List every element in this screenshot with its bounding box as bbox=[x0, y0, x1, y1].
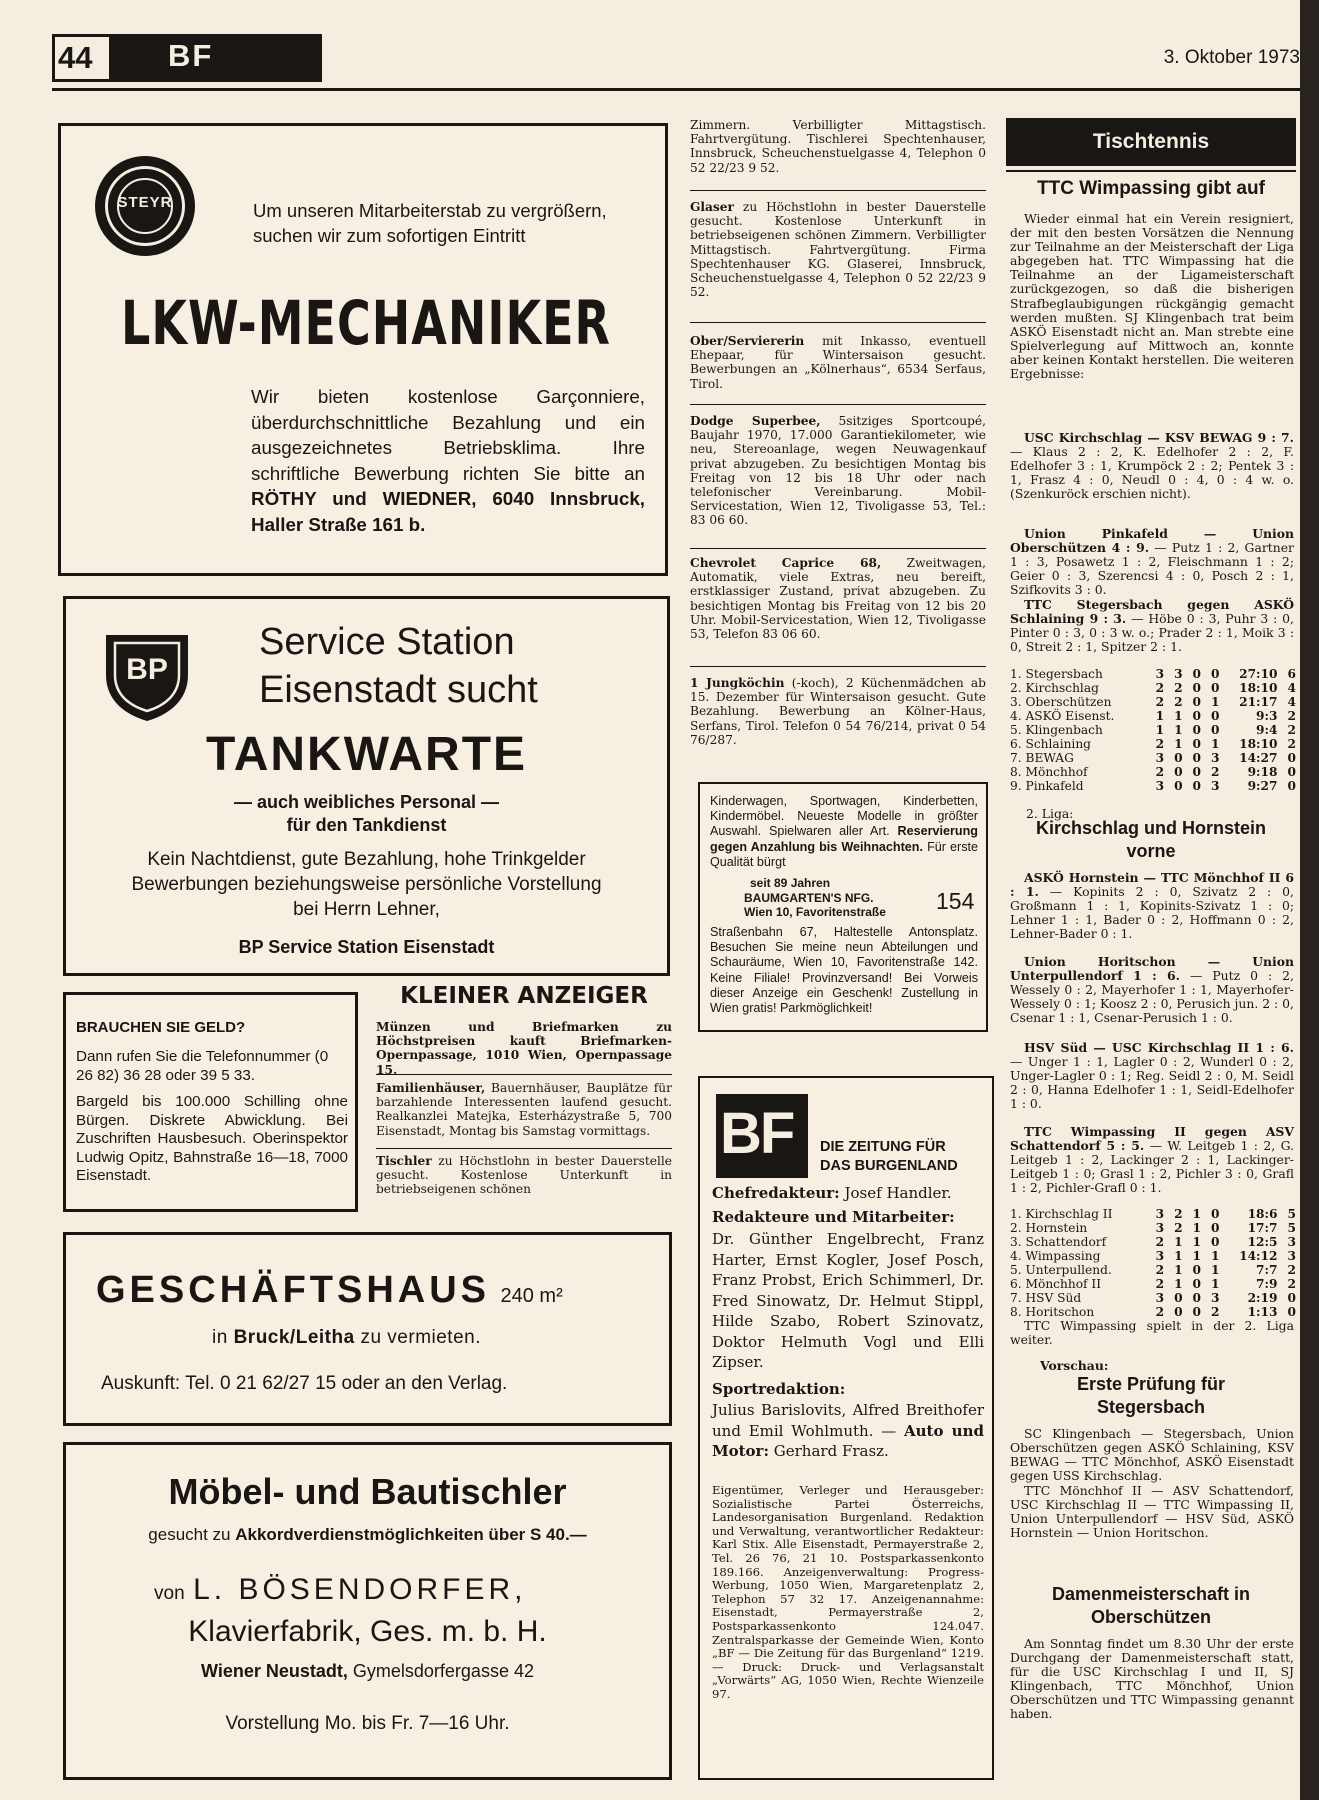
damen-headline-b: Oberschützen bbox=[1090, 1607, 1212, 1627]
baumgarten-address: Wien 10, Favoritenstraße bbox=[744, 905, 886, 919]
standings-draws: 1 bbox=[1192, 1235, 1202, 1249]
standings-wins: 0 bbox=[1174, 751, 1183, 765]
damen-headline-a: Damenmeisterschaft in bbox=[1051, 1584, 1251, 1604]
standings-draws: 0 bbox=[1192, 737, 1202, 751]
standings-sets: 7:7 bbox=[1256, 1263, 1278, 1277]
classified-1: Zimmern. Verbilligter Mittagstisch. Fahrtvergütung. Tischlerei Spechtenhauser, Innsbruck, Scheuchenstuelgasse 4, Telephon 0 52 22/23 9 52. bbox=[690, 118, 986, 175]
standings-row bbox=[1010, 681, 1296, 695]
standings-sets: 18:6 bbox=[1247, 1207, 1278, 1221]
geschaeft-line: in Bruck/Leitha zu vermieten. bbox=[212, 1327, 481, 1348]
standings-losses: 2 bbox=[1211, 765, 1220, 779]
moebel-title: Möbel- und Bautischler bbox=[168, 1471, 567, 1512]
standings-draws: 0 bbox=[1192, 723, 1202, 737]
standings-team: 5. Unterpullend. bbox=[1010, 1263, 1112, 1277]
standings-row bbox=[1010, 1221, 1296, 1235]
standings-wins: 1 bbox=[1174, 1277, 1183, 1291]
impressum-legal: Eigentümer, Verleger und Herausgeber: Sozialistische Partei Österreichs, Landesorganisation Burgenland. Redaktion und Verwaltung, verantwortlicher Redakteur: Karl Stix. Alle Eisenstadt, Permayerstraße 2, Tel. 26 76, 21 10. Postsparkassenkonto 189.166. Anzeigenverwaltung: Progress-Werbung, 1050 Wien, Margaretenplatz 2, Telephon 57 32 17. Anzeigenannahme: Eisenstadt, Permayerstraße 2, Postsparkassenkonto 124.047. Zentralsparkasse der Gemeinde Wien, Konto „BF — Die Zeitung für das Burgenland“ 1219. — Druck: Druck- und Verlagsanstalt „Vorwärts“ AG, 1050 Wien, Rechte Wienzeile 97. bbox=[712, 1483, 984, 1701]
bp-subtitle1: — auch weibliches Personal — bbox=[233, 792, 500, 812]
standings-wins: 1 bbox=[1174, 1235, 1183, 1249]
moebel-company2: Klavierfabrik, Ges. m. b. H. bbox=[188, 1615, 547, 1648]
standings-sets: 12:5 bbox=[1247, 1235, 1278, 1249]
standings-points: 4 bbox=[1287, 695, 1296, 709]
sport-result-2: Union Pinkafeld — Union Oberschützen 4 : 9. — Putz 1 : 2, Gartner 1 : 3, Posawetz 1 : 2, Fleischmann 1 : 2; Geier 0 : 3, Szerencsi 4 : 0, Posch 2 : 1, Szifkovits 3 : 0. bbox=[1010, 526, 1294, 598]
standings-team: 8. Mönchhof bbox=[1010, 765, 1088, 779]
baumgarten-since: seit 89 Jahren bbox=[750, 876, 831, 890]
standings-row bbox=[1010, 709, 1296, 723]
standings-sets: 1:13 bbox=[1247, 1305, 1278, 1319]
standings-wins: 2 bbox=[1174, 1221, 1183, 1235]
standings-losses: 0 bbox=[1211, 1207, 1220, 1221]
standings-row bbox=[1010, 1207, 1296, 1221]
standings-row bbox=[1010, 1291, 1296, 1305]
impressum-tagline2: DAS BURGENLAND bbox=[820, 1158, 958, 1174]
standings-sets: 9:27 bbox=[1247, 779, 1278, 793]
baumgarten-name: BAUMGARTEN'S NFG. bbox=[744, 891, 874, 905]
standings-sets: 27:10 bbox=[1239, 667, 1278, 681]
sport-result-3: TTC Stegersbach gegen ASKÖ Schlaining 9 : 3. — Höbe 0 : 3, Puhr 3 : 0, Pinter 0 : 3, 0 : 3 w. o.; Prader 2 : 1, Moik 3 : 0, Streit 2 : 1, Spitzer 2 : 1. bbox=[1010, 597, 1294, 655]
standings-sets: 18:10 bbox=[1239, 681, 1278, 695]
standings-team: 6. Schlaining bbox=[1010, 737, 1091, 751]
steyr-body: Wir bieten kostenlose Garçonniere, überdurchschnittliche Bezahlung und ein ausgezeichnetes Betriebsklima. Ihre schriftliche Bewerbung richten Sie bitte an RÖTHY und WIEDNER, 6040 Innsbruck, Haller Straße 161 b. bbox=[251, 386, 645, 535]
standings-losses: 0 bbox=[1211, 681, 1220, 695]
bp-logo bbox=[102, 631, 192, 721]
ad-steyr bbox=[58, 123, 668, 576]
impressum-chef: Chefredakteur: Josef Handler. bbox=[712, 1184, 952, 1202]
page-edge bbox=[1300, 0, 1319, 1800]
standings-losses: 0 bbox=[1211, 667, 1220, 681]
standings-team: 2. Hornstein bbox=[1010, 1221, 1088, 1235]
standings-sets: 21:17 bbox=[1239, 695, 1278, 709]
standings-wins: 3 bbox=[1174, 667, 1183, 681]
standings-losses: 0 bbox=[1211, 723, 1220, 737]
standings-games: 2 bbox=[1155, 695, 1165, 709]
section-banner bbox=[1006, 118, 1296, 166]
section-title: Tischtennis bbox=[1092, 130, 1210, 153]
standings-team: 7. HSV Süd bbox=[1010, 1291, 1082, 1305]
standings-wins: 1 bbox=[1174, 709, 1183, 723]
standings-team: 2. Kirchschlag bbox=[1010, 681, 1099, 695]
bp-signature: BP Service Station Eisenstadt bbox=[238, 937, 495, 957]
kleiner-anzeiger bbox=[376, 983, 672, 1213]
standings-draws: 0 bbox=[1192, 751, 1202, 765]
standings-draws: 0 bbox=[1192, 667, 1202, 681]
standings-losses: 2 bbox=[1211, 1305, 1220, 1319]
standings-games: 2 bbox=[1155, 1277, 1165, 1291]
moebel-company1: von L. BÖSENDORFER, bbox=[154, 1573, 527, 1606]
bp-title: TANKWARTE bbox=[205, 728, 528, 781]
steyr-contact: RÖTHY und WIEDNER, 6040 Innsbruck, Haller Straße 161 b. bbox=[251, 488, 645, 535]
impressum-tagline1: DIE ZEITUNG FÜR bbox=[820, 1139, 946, 1155]
bp-line2: Eisenstadt sucht bbox=[259, 669, 538, 711]
impressum bbox=[698, 1076, 994, 1780]
page-number-box bbox=[52, 34, 112, 82]
standings-wins: 2 bbox=[1174, 1207, 1183, 1221]
ad-geld bbox=[63, 992, 358, 1212]
sport-result-1: USC Kirchschlag — KSV BEWAG 9 : 7. — Klaus 2 : 2, K. Edelhofer 2 : 2, F. Edelhofer 3 : 1, Krumpöck 2 : 2; Pentek 3 : 1, Frasz 4 : 0, Neudl 0 : 4, 0 : 4 w. o. (Szenkuröck erschien nicht). bbox=[1010, 430, 1294, 502]
steyr-logo-text: STEYR bbox=[117, 194, 173, 211]
impressum-red-names: Dr. Günther Engelbrecht, Franz Harter, Ernst Kogler, Josef Posch, Franz Probst, Erich Schimmerl, Dr. Fred Sinowatz, Dr. Helmut Stippl, Hilde Szabo, Robert Szinovatz, Doktor Helmuth Vogl und Elli Zipser. bbox=[712, 1230, 984, 1371]
standings-sets: 17:7 bbox=[1247, 1221, 1278, 1235]
standings-sets: 9:4 bbox=[1256, 723, 1278, 737]
sport-headline: TTC Wimpassing gibt auf bbox=[1037, 178, 1265, 199]
issue-date: 3. Oktober 1973 bbox=[1163, 47, 1300, 68]
kleiner-title: KLEINER ANZEIGER bbox=[400, 983, 648, 1009]
ad-bp bbox=[63, 596, 670, 976]
geschaeft-info: Auskunft: Tel. 0 21 62/27 15 oder an den Verlag. bbox=[101, 1373, 508, 1394]
standings-row bbox=[1010, 1263, 1296, 1277]
standings-sets: 14:27 bbox=[1239, 751, 1278, 765]
standings-row bbox=[1010, 667, 1296, 681]
standings-games: 3 bbox=[1155, 779, 1165, 793]
standings-wins: 0 bbox=[1174, 1305, 1183, 1319]
kleiner-item-2: Familienhäuser, Bauernhäuser, Bauplätze für barzahlende Interessenten laufend gesucht. Realkanzlei Matejka, Esterházystraße 5, 700 Eisenstadt, Montag bis Samstag vormittags. bbox=[376, 1081, 672, 1138]
classified-3: Ober/Serviererin mit Inkasso, eventuell Ehepaar, für Wintersaison gesucht. Bewerbungen an „Kölnerhaus“, 6534 Serfaus, Tirol. bbox=[690, 334, 986, 391]
standings-row bbox=[1010, 779, 1296, 793]
geld-title: BRAUCHEN SIE GELD? bbox=[76, 1019, 246, 1036]
standings-row bbox=[1010, 765, 1296, 779]
standings-sets: 14:12 bbox=[1239, 1249, 1278, 1263]
standings-sets: 2:19 bbox=[1247, 1291, 1278, 1305]
damen-text: Am Sonntag findet um 8.30 Uhr der erste Durchgang der Damenmeisterschaft statt, für die USC Kirchschlag I und II, SJ Klingenbach, TTC Mönchhof, Union Oberschützen und TTC Wimpassing genannt haben. bbox=[1010, 1636, 1294, 1722]
standings-wins: 1 bbox=[1174, 1263, 1183, 1277]
standings-table-2 bbox=[1010, 1207, 1296, 1319]
standings-points: 4 bbox=[1287, 681, 1296, 695]
standings-games: 2 bbox=[1155, 681, 1165, 695]
impressum-sport-names: Julius Barislovits, Alfred Breithofer und Emil Wohlmuth. — Auto und Motor: Gerhard Frasz. bbox=[712, 1401, 984, 1460]
standings-team: 7. BEWAG bbox=[1010, 751, 1074, 765]
vorschau-text-1: SC Klingenbach — Stegersbach, Union Oberschützen gegen ASKÖ Schlaining, KSV BEWAG — TTC Mönchhof, ASKÖ Eisenstadt gegen USS Kirchschlag. bbox=[1010, 1426, 1294, 1484]
classifieds-column bbox=[690, 118, 986, 778]
standings-games: 2 bbox=[1155, 1235, 1165, 1249]
standings-row bbox=[1010, 737, 1296, 751]
standings-wins: 1 bbox=[1174, 723, 1183, 737]
standings-team: 3. Oberschützen bbox=[1010, 695, 1112, 709]
standings-sets: 18:10 bbox=[1239, 737, 1278, 751]
impressum-red-label: Redakteure und Mitarbeiter: bbox=[712, 1208, 955, 1226]
standings-sets: 9:18 bbox=[1247, 765, 1278, 779]
sport-result-7: TTC Wimpassing II gegen ASV Schattendorf 5 : 5. — W. Leitgeb 1 : 2, G. Leitgeb 1 : 2, Lackinger 2 : 1, Lackinger-Leitgeb 1 : 0; Grasl 1 : 2, Pichler 3 : 0, Grafl 1 : 2, Pichler-Grafl 0 : 1. bbox=[1010, 1124, 1294, 1196]
sport-intro: Wieder einmal hat ein Verein resigniert, der mit den besten Vorsätzen die Nennung zur Teilnahme an der Meisterschaft der Liga abgegeben hat. TTC Wimpassing hat die Teilnahme an der Ligameisterschaft zurückgezogen, so daß die bisherigen Strafbeglaubigungen rückgängig gemacht werden mußten. SJ Klingenbach trat beim ASKÖ Eisenstadt nicht an. Man strebte eine Spielverlegung auf Mittwoch an, konnte aber keinen Kontakt herstellen. Die weiteren Ergebnisse: bbox=[1010, 211, 1294, 382]
bp-body2: Bewerbungen beziehungsweise persönliche Vorstellung bbox=[131, 874, 602, 895]
masthead-text: BF bbox=[168, 38, 214, 73]
header-rule bbox=[52, 88, 1302, 91]
standings-losses: 0 bbox=[1211, 709, 1220, 723]
ad-moebel bbox=[63, 1442, 672, 1780]
standings-points: 0 bbox=[1287, 1305, 1296, 1319]
kleiner-item-1: Münzen und Briefmarken zu Höchstpreisen kauft Briefmarken-Opernpassage, 1010 Wien, Opernpassage 15. bbox=[376, 1020, 672, 1077]
standings-wins: 2 bbox=[1174, 681, 1183, 695]
page-number: 44 bbox=[58, 40, 93, 75]
standings-team: 4. Wimpassing bbox=[1010, 1249, 1101, 1263]
kleiner-item-3: Tischler zu Höchstlohn in bester Dauerstelle gesucht. Kostenlose Unterkunft in betriebseigenen schönen bbox=[376, 1154, 672, 1197]
standings-row bbox=[1010, 751, 1296, 765]
standings-wins: 2 bbox=[1174, 695, 1183, 709]
standings-row bbox=[1010, 1305, 1296, 1319]
standings-games: 3 bbox=[1155, 751, 1165, 765]
standings-points: 2 bbox=[1287, 723, 1296, 737]
baumgarten-p2: Straßenbahn 67, Haltestelle Antonsplatz. Besuchen Sie meine neun Abteilungen und Schauräume, Wien 10, Favoritenstraße 142. Keine Filiale! Provinzversand! Bei Vorweis dieser Anzeige ein Geschenk! Zustellung in Wien gratis! Parkmöglichkeit! bbox=[710, 925, 978, 1016]
moebel-address: Wiener Neustadt, Gymelsdorfergasse 42 bbox=[201, 1661, 534, 1681]
standings-games: 3 bbox=[1155, 667, 1165, 681]
vorschau-text-2: TTC Mönchhof II — ASV Schattendorf, USC Kirchschlag II — TTC Wimpassing II, Union Unterpullendorf — HSV Süd, ASKÖ Hornstein — Union Horitschon. bbox=[1010, 1483, 1294, 1541]
geschaeft-title: GESCHÄFTSHAUS 240 m² bbox=[96, 1269, 563, 1311]
standings-games: 3 bbox=[1155, 1249, 1165, 1263]
sport-column bbox=[1006, 118, 1296, 1758]
standings-team: 3. Schattendorf bbox=[1010, 1235, 1107, 1249]
standings-points: 3 bbox=[1287, 1235, 1296, 1249]
bp-line1: Service Station bbox=[259, 621, 515, 663]
standings-sets: 9:3 bbox=[1256, 709, 1278, 723]
masthead-bar bbox=[112, 34, 322, 82]
standings-points: 2 bbox=[1287, 737, 1296, 751]
standings-sets: 7:9 bbox=[1256, 1277, 1278, 1291]
vorschau-label: Vorschau: bbox=[1040, 1358, 1109, 1373]
standings-draws: 0 bbox=[1192, 1263, 1202, 1277]
standings-points: 5 bbox=[1287, 1221, 1296, 1235]
standings-losses: 3 bbox=[1211, 1291, 1220, 1305]
vorschau-headline-b: Stegersbach bbox=[1096, 1397, 1206, 1417]
standings-points: 2 bbox=[1287, 1277, 1296, 1291]
standings-team: 5. Klingenbach bbox=[1010, 723, 1103, 737]
standings-draws: 0 bbox=[1192, 681, 1202, 695]
bp-logo-text: BP bbox=[126, 653, 168, 686]
geld-p1: Dann rufen Sie die Telefonnummer (0 26 82) 36 28 oder 39 5 33. bbox=[76, 1048, 329, 1084]
standings-draws: 1 bbox=[1192, 1207, 1202, 1221]
standings-points: 2 bbox=[1287, 1263, 1296, 1277]
page-header bbox=[52, 34, 1300, 84]
standings-row bbox=[1010, 1235, 1296, 1249]
wimpassing-note: TTC Wimpassing spielt in der 2. Liga weiter. bbox=[1010, 1318, 1294, 1348]
vorschau-headline-a: Erste Prüfung für bbox=[1076, 1374, 1225, 1394]
standings-draws: 1 bbox=[1192, 1249, 1202, 1263]
standings-row bbox=[1010, 1277, 1296, 1291]
standings-losses: 1 bbox=[1211, 737, 1220, 751]
steyr-intro: Um unseren Mitarbeiterstab zu vergrößern, suchen wir zum sofortigen Eintritt bbox=[253, 200, 607, 246]
standings-team: 1. Stegersbach bbox=[1010, 667, 1103, 681]
sport-result-5: Union Horitschon — Union Unterpullendorf 1 : 6. — Putz 0 : 2, Wessely 0 : 2, Mayerhofer 1 : 1, Mayerhofer-Wessely 0 : 1; Koosz 2 : 0, Perusich jun. 2 : 0, Csenar 1 : 1, Csenar-Perusich 1 : 0. bbox=[1010, 954, 1294, 1026]
standings-wins: 0 bbox=[1174, 1291, 1183, 1305]
standings-wins: 0 bbox=[1174, 765, 1183, 779]
standings-losses: 1 bbox=[1211, 1263, 1220, 1277]
standings-losses: 0 bbox=[1211, 1235, 1220, 1249]
standings-losses: 1 bbox=[1211, 1277, 1220, 1291]
standings-points: 3 bbox=[1287, 1249, 1296, 1263]
bp-body3: bei Herrn Lehner, bbox=[293, 899, 440, 920]
sport-result-4: ASKÖ Hornstein — TTC Mönchhof II 6 : 1. — Kopinits 2 : 0, Szivatz 2 : 0, Großmann 1 : 1, Kopinits-Szivatz 1 : 0; Lehner 1 : 1, Bader 0 : 2, Hoffmann 0 : 2, Lehner-Bader 0 : 1. bbox=[1010, 870, 1295, 942]
standings-draws: 0 bbox=[1192, 779, 1202, 793]
standings-losses: 3 bbox=[1211, 751, 1220, 765]
ad-geschaeftshaus bbox=[63, 1232, 672, 1426]
standings-row bbox=[1010, 1249, 1296, 1263]
liga2-label: 2. Liga: bbox=[1026, 806, 1074, 821]
standings-games: 2 bbox=[1155, 765, 1165, 779]
standings-row bbox=[1010, 723, 1296, 737]
standings-draws: 0 bbox=[1192, 695, 1202, 709]
standings-draws: 0 bbox=[1192, 1277, 1202, 1291]
standings-games: 2 bbox=[1155, 1263, 1165, 1277]
standings-points: 2 bbox=[1287, 709, 1296, 723]
classified-5: Chevrolet Caprice 68, Zweitwagen, Automatik, viele Extras, neu bereift, erstklassiger Zustand, privat abzugeben. Zu besichtigen Montag bis Freitag von 12 bis 20 Uhr. Mobil-Servicestation, Wien 12, Tivoligasse 53, Telefon 83 06 60. bbox=[690, 556, 986, 642]
standings-points: 0 bbox=[1287, 765, 1296, 779]
standings-row bbox=[1010, 695, 1296, 709]
standings-draws: 0 bbox=[1192, 765, 1202, 779]
liga2-headline-b: vorne bbox=[1126, 841, 1176, 861]
standings-draws: 0 bbox=[1192, 1291, 1202, 1305]
geschaeft-size: 240 m² bbox=[500, 1285, 563, 1307]
standings-games: 1 bbox=[1155, 709, 1165, 723]
classified-6: 1 Jungköchin (-koch), 2 Küchenmädchen ab 15. Dezember für Wintersaison gesucht. Gute Bezahlung. Bewerbung an Kölner-Haus, Serfans, Tirol. Telefon 0 54 76/214, privat 0 54 76/287. bbox=[690, 676, 986, 747]
standings-points: 0 bbox=[1287, 751, 1296, 765]
steyr-title: LKW-MECHANIKER bbox=[121, 287, 611, 359]
bp-body1: Kein Nachtdienst, gute Bezahlung, hohe Trinkgelder bbox=[147, 849, 586, 870]
standings-losses: 1 bbox=[1211, 1249, 1220, 1263]
standings-wins: 1 bbox=[1174, 1249, 1183, 1263]
standings-games: 2 bbox=[1155, 1305, 1165, 1319]
classified-4: Dodge Superbee, 5sitziges Sportcoupé, Baujahr 1970, 17.000 Garantiekilometer, wie neu, Stereoanlage, wegen Neuwagenkauf privat abzugeben. Zu besichtigen Montag bis Freitag von 12 bis 18 Uhr oder nach telefonischer Vereinbarung. Mobil-Servicestation, Wien 12, Tivoligasse 53, Tel.: 83 06 60. bbox=[690, 414, 986, 528]
ad-baumgarten bbox=[698, 782, 988, 1032]
standings-wins: 1 bbox=[1174, 737, 1183, 751]
standings-team: 8. Horitschon bbox=[1010, 1305, 1095, 1319]
baumgarten-number: 154 bbox=[936, 888, 975, 914]
standings-games: 3 bbox=[1155, 1207, 1165, 1221]
standings-points: 5 bbox=[1287, 1207, 1296, 1221]
standings-wins: 0 bbox=[1174, 779, 1183, 793]
moebel-hours: Vorstellung Mo. bis Fr. 7—16 Uhr. bbox=[225, 1713, 510, 1734]
impressum-sport-label: Sportredaktion: bbox=[712, 1380, 846, 1398]
standings-team: 9. Pinkafeld bbox=[1010, 779, 1084, 793]
standings-points: 0 bbox=[1287, 779, 1296, 793]
standings-games: 1 bbox=[1155, 723, 1165, 737]
baumgarten-p1: Kinderwagen, Sportwagen, Kinderbetten, Kindermöbel. Neueste Modelle in größter Auswahl. Spielwaren aller Art. Reservierung gegen Anzahlung bis Weihnachten. Für erste Qualität bürgt bbox=[710, 794, 979, 869]
standings-team: 6. Mönchhof II bbox=[1010, 1277, 1102, 1291]
steyr-logo bbox=[95, 156, 195, 256]
standings-team: 4. ASKÖ Eisenst. bbox=[1010, 709, 1115, 723]
standings-losses: 0 bbox=[1211, 1221, 1220, 1235]
sport-result-6: HSV Süd — USC Kirchschlag II 1 : 6. — Unger 1 : 1, Lagler 0 : 2, Wunderl 0 : 2, Unger-Lagler 0 : 1; Reg. Seidl 2 : 0, M. Seidl 2 : 0, Hanna Edelhofer 1 : 1, Seidl-Edelhofer 1 : 0. bbox=[1010, 1040, 1294, 1112]
standings-team: 1. Kirchschlag II bbox=[1010, 1207, 1113, 1221]
standings-points: 6 bbox=[1287, 667, 1296, 681]
standings-losses: 3 bbox=[1211, 779, 1220, 793]
standings-games: 2 bbox=[1155, 737, 1165, 751]
moebel-line1: gesucht zu Akkordverdienstmöglichkeiten über S 40.— bbox=[148, 1525, 587, 1544]
bp-subtitle2: für den Tankdienst bbox=[286, 815, 447, 835]
standings-points: 0 bbox=[1287, 1291, 1296, 1305]
standings-table-1 bbox=[1010, 667, 1296, 793]
standings-games: 3 bbox=[1155, 1291, 1165, 1305]
geld-p2: Bargeld bis 100.000 Schilling ohne Bürgen. Diskrete Abwicklung. Bei Zuschriften Hausbesuch. Oberinspektor Ludwig Opitz, Bahnstraße 16—18, 7000 Eisenstadt. bbox=[76, 1093, 348, 1185]
classified-2: Glaser zu Höchstlohn in bester Dauerstelle gesucht. Kostenlose Unterkunft in betriebseigenen schönen Zimmern. Verbilligter Mittagstisch. Fahrtvergütung. Firma Spechtenhauser KG. Glaserei, Innsbruck, Scheuchenstuelgasse 4, Telephon 0 52 22/23 9 52. bbox=[690, 200, 986, 300]
liga2-headline-a: Kirchschlag und Hornstein bbox=[1035, 818, 1267, 838]
standings-draws: 1 bbox=[1192, 1221, 1202, 1235]
standings-losses: 1 bbox=[1211, 695, 1220, 709]
standings-draws: 0 bbox=[1192, 709, 1202, 723]
standings-draws: 0 bbox=[1192, 1305, 1202, 1319]
standings-games: 3 bbox=[1155, 1221, 1165, 1235]
impressum-logo: BF bbox=[716, 1094, 808, 1178]
